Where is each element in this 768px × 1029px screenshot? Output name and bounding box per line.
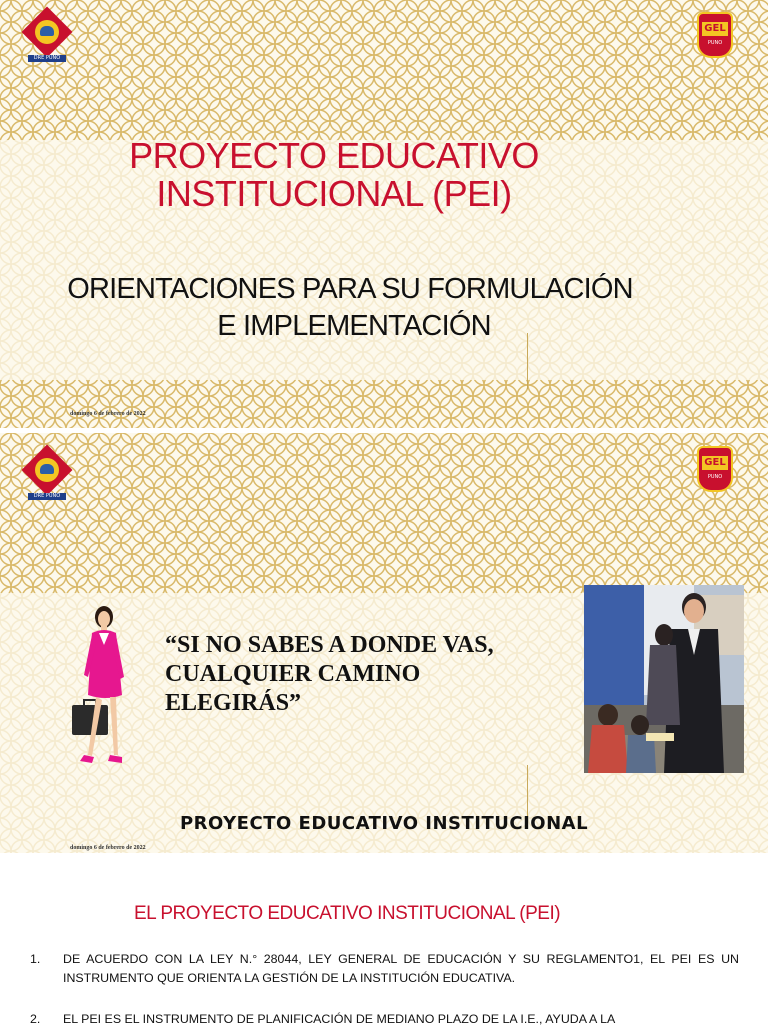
list-item-number: 1. xyxy=(30,952,41,966)
subtitle-line1: ORIENTACIONES PARA SU FORMULACIÓN xyxy=(67,273,633,305)
slide-title xyxy=(0,0,768,428)
main-title-line1: PROYECTO EDUCATIVO xyxy=(129,135,539,176)
subtitle-line2: E IMPLEMENTACIÓN xyxy=(217,310,491,342)
dre-puno-logo: DRE PUNO xyxy=(20,10,74,68)
slide-pei-definition xyxy=(0,853,768,1024)
main-title-line2: INSTITUCIONAL (PEI) xyxy=(156,173,512,214)
dre-puno-logo: DRE PUNO xyxy=(20,448,74,506)
divider-line xyxy=(527,333,528,389)
gel-puno-logo: GEL PUNO xyxy=(697,12,733,58)
section-title: EL PROYECTO EDUCATIVO INSTITUCIONAL (PEI) xyxy=(134,903,561,924)
businesswoman-illustration xyxy=(66,605,128,783)
gel-puno-logo: GEL PUNO xyxy=(697,446,733,492)
slide-footer-title: PROYECTO EDUCATIVO INSTITUCIONAL xyxy=(179,813,589,834)
slide-date: domingo 6 de febrero de 2022 xyxy=(70,411,146,417)
list-item-number: 2. xyxy=(30,1012,41,1026)
quote-text xyxy=(165,631,545,718)
list-item-text: EL PEI ES EL INSTRUMENTO DE PLANIFICACIÓN DE MEDIANO PLAZO DE LA I.E., AYUDA A LA xyxy=(63,1012,616,1026)
slide-quote xyxy=(0,433,768,853)
quote-line3: ELEGIRÁS” xyxy=(165,690,302,716)
quote-line2: CUALQUIER CAMINO xyxy=(165,661,421,687)
quote-line1: “SI NO SABES A DONDE VAS, xyxy=(165,632,494,658)
classroom-photo xyxy=(584,585,744,773)
divider-line xyxy=(527,765,528,820)
slide-date: domingo 6 de febrero de 2022 xyxy=(70,845,146,851)
list-item-text: DE ACUERDO CON LA LEY N.° 28044, LEY GENERAL DE EDUCACIÓN Y SU REGLAMENTO1, EL PEI ES UN INSTRUMENTO QUE ORIENTA LA GESTIÓN DE LA INSTITUCIÓN EDUCATIVA. xyxy=(63,952,739,985)
